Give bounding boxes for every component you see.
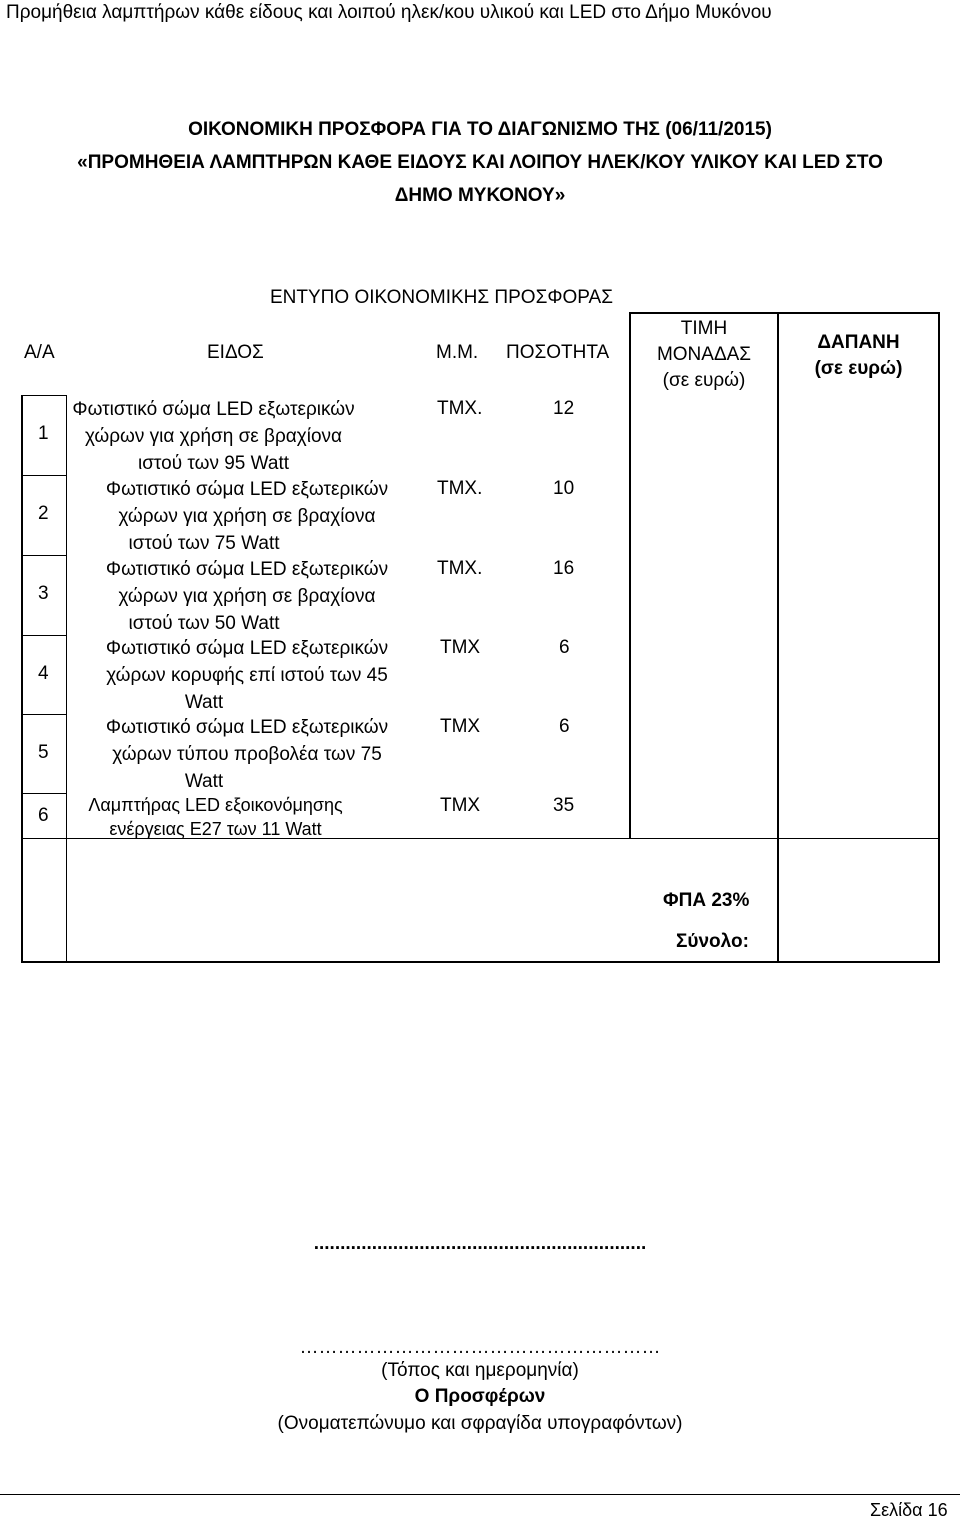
row-item: Φωτιστικό σώμα LED εξωτερικών χώρων για χρήση σε βραχίονα ιστού των 95 Watt: [72, 399, 355, 474]
signature-dots: ...............................................................: [313, 1233, 647, 1254]
row-quantity: 10: [553, 478, 575, 499]
row-aa: 4: [38, 663, 49, 684]
row-quantity: 16: [553, 558, 575, 579]
row-unit: ΤΜΧ: [440, 637, 481, 658]
row-item: Λαμπτήρας LED εξοικονόμησης ενέργειας Ε27 των 11 Watt: [88, 795, 343, 839]
row-quantity: 35: [553, 795, 575, 816]
header-cost: ΔΑΠΑΝΗ (σε ευρώ): [814, 332, 903, 379]
row-item: Φωτιστικό σώμα LED εξωτερικών χώρων για χρήση σε βραχίονα ιστού των 75 Watt: [105, 479, 389, 554]
row-quantity: 6: [559, 637, 570, 658]
bidder-label: Ο Προσφέρων: [414, 1386, 546, 1407]
row-unit: ΤΜΧ.: [437, 478, 483, 499]
page-header: Προμήθεια λαμπτήρων κάθε είδους και λοιπού ηλεκ/κου υλικού και LED στο Δήμο Μυκόνου: [6, 2, 772, 23]
row-aa: 6: [38, 805, 49, 826]
place-date-label: (Τόπος και ημερομηνία): [381, 1360, 579, 1381]
row-unit: ΤΜΧ: [440, 716, 481, 737]
header-unit: Μ.Μ.: [436, 342, 479, 363]
row-aa: 1: [38, 423, 49, 444]
header-unit-price: ΤΙΜΗ ΜΟΝΑΔΑΣ (σε ευρώ): [656, 318, 752, 391]
form-title: ΕΝΤΥΠΟ ΟΙΚΟΝΟΜΙΚΗΣ ΠΡΟΣΦΟΡΑΣ: [270, 287, 613, 308]
row-aa: 3: [38, 583, 49, 604]
vat-label: ΦΠΑ 23%: [663, 890, 750, 911]
title-line-2: «ΠΡΟΜΗΘΕΙΑ ΛΑΜΠΤΗΡΩΝ ΚΑΘΕ ΕΙΔΟΥΣ ΚΑΙ ΛΟΙΠΟΥ ΗΛΕΚ/ΚΟΥ ΥΛΙΚΟΥ ΚΑΙ LED ΣΤΟ: [77, 152, 883, 173]
header-item: ΕΙΔΟΣ: [207, 342, 264, 363]
page-number: Σελίδα 16: [870, 1500, 948, 1520]
title-line-3: ΔΗΜΟ ΜΥΚΟΝΟΥ»: [394, 185, 566, 206]
row-item: Φωτιστικό σώμα LED εξωτερικών χώρων τύπου προβολέα των 75 Watt: [105, 717, 389, 792]
row-item: Φωτιστικό σώμα LED εξωτερικών χώρων κορυφής επί ιστού των 45 Watt: [105, 638, 389, 713]
header-aa: Α/Α: [24, 342, 55, 363]
row-unit: ΤΜΧ: [440, 795, 481, 816]
row-unit: ΤΜΧ.: [437, 398, 483, 419]
row-aa: 2: [38, 503, 49, 524]
name-stamp-label: (Ονοματεπώνυμο και σφραγίδα υπογραφόντων): [277, 1413, 683, 1434]
row-aa: 5: [38, 742, 49, 763]
place-date-dots: …………………………………………………: [299, 1337, 661, 1358]
row-item: Φωτιστικό σώμα LED εξωτερικών χώρων για χρήση σε βραχίονα ιστού των 50 Watt: [105, 559, 389, 634]
row-quantity: 12: [553, 398, 575, 419]
row-quantity: 6: [559, 716, 570, 737]
title-line-1: ΟΙΚΟΝΟΜΙΚΗ ΠΡΟΣΦΟΡΑ ΓΙΑ ΤΟ ΔΙΑΓΩΝΙΣΜΟ ΤΗΣ (06/11/2015): [188, 119, 772, 140]
footer-divider: [0, 1494, 960, 1495]
header-quantity: ΠΟΣΟΤΗΤΑ: [506, 342, 610, 363]
total-label: Σύνολο:: [676, 931, 749, 952]
row-unit: ΤΜΧ.: [437, 558, 483, 579]
